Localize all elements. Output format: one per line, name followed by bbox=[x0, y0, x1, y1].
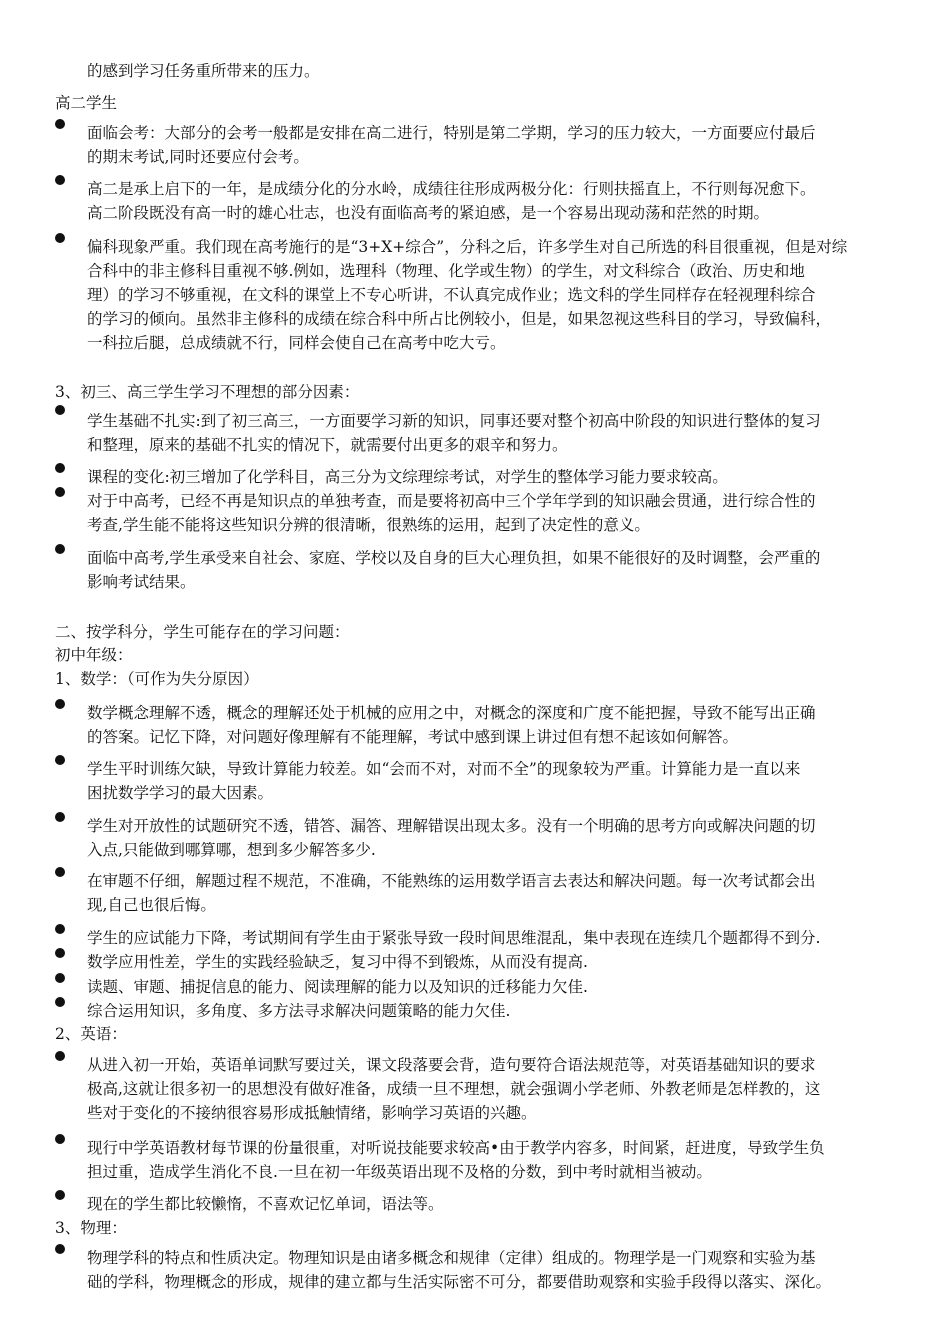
bullet-icon bbox=[55, 699, 65, 709]
english-heading: 2、英语： bbox=[55, 1025, 127, 1043]
grade2-item-3-line-3: 理）的学习不够重视，在文科的课堂上不专心听讲，不认真完成作业；选文科的学生同样存在轻视理科综合 bbox=[87, 286, 816, 304]
section3-heading: 3、初三、高三学生学习不理想的部分因素： bbox=[55, 383, 360, 401]
continuation-text: 的感到学习任务重所带来的压力。 bbox=[87, 62, 320, 80]
grade2-item-2-line-1: 高二是承上启下的一年，是成绩分化的分水岭，成绩往往形成两极分化：行则扶摇直上，不行则每况愈下。 bbox=[87, 180, 816, 198]
section3-item-3-line-2: 考查,学生能不能将这些知识分辨的很清晰，很熟练的运用，起到了决定性的意义。 bbox=[87, 516, 650, 534]
math-item-6-line-1: 数学应用性差，学生的实践经验缺乏，复习中得不到锻炼，从而没有提高. bbox=[87, 953, 588, 971]
bullet-icon bbox=[55, 175, 65, 185]
math-item-2-line-1: 学生平时训练欠缺，导致计算能力较差。如“会而不对，对而不全”的现象较为严重。计算能力是一直以来 bbox=[87, 760, 801, 778]
math-item-1-line-1: 数学概念理解不透，概念的理解还处于机械的应用之中，对概念的深度和广度不能把握，导致不能写出正确 bbox=[87, 704, 816, 722]
grade2-heading: 高二学生 bbox=[55, 94, 118, 112]
bullet-icon bbox=[55, 973, 65, 983]
bullet-icon bbox=[55, 755, 65, 765]
bullet-icon bbox=[55, 463, 65, 473]
english-item-3-line-1: 现在的学生都比较懒惰，不喜欢记忆单词，语法等。 bbox=[87, 1195, 444, 1213]
bullet-icon bbox=[55, 487, 65, 497]
bullet-icon bbox=[55, 1134, 65, 1144]
physics-item-1-line-2: 础的学科，物理概念的形成，规律的建立都与生活实际密不可分，都要借助观察和实验手段得以落实、深化。 bbox=[87, 1273, 832, 1291]
math-item-3-line-1: 学生对开放性的试题研究不透，错答、漏答、理解错误出现太多。没有一个明确的思考方向或解决问题的切 bbox=[87, 817, 816, 835]
section3-item-1-line-1: 学生基础不扎实:到了初三高三，一方面要学习新的知识，同事还要对整个初高中阶段的知识进行整体的复习 bbox=[87, 412, 821, 430]
grade2-item-3-line-1: 偏科现象严重。我们现在高考施行的是“3+X+综合”，分科之后，许多学生对自己所选的科目很重视，但是对综 bbox=[87, 238, 848, 256]
english-item-2-line-1: 现行中学英语教材每节课的份量很重，对听说技能要求较高•由于教学内容多，时间紧，赶进度，导致学生负 bbox=[87, 1139, 825, 1157]
bullet-icon bbox=[55, 405, 65, 415]
bullet-icon bbox=[55, 924, 65, 934]
bullet-icon bbox=[55, 544, 65, 554]
english-item-1-line-2: 极高,这就让很多初一的思想没有做好准备，成绩一旦不理想，就会强调小学老师、外教老师是怎样教的，这 bbox=[87, 1080, 821, 1098]
math-item-5-line-1: 学生的应试能力下降，考试期间有学生由于紧张导致一段时间思维混乱，集中表现在连续几个题都得不到分. bbox=[87, 929, 821, 947]
grade2-item-1-line-2: 的期末考试,同时还要应付会考。 bbox=[87, 148, 309, 166]
section3-item-1-line-2: 和整理，原来的基础不扎实的情况下，就需要付出更多的艰辛和努力。 bbox=[87, 436, 568, 454]
physics-item-1-line-1: 物理学科的特点和性质决定。物理知识是由诸多概念和规律（定律）组成的。物理学是一门观察和实验为基 bbox=[87, 1249, 816, 1267]
math-item-7-line-1: 读题、审题、捕捉信息的能力、阅读理解的能力以及知识的迁移能力欠佳. bbox=[87, 978, 588, 996]
section3-item-2-line-1: 课程的变化:初三增加了化学科目，高三分为文综理综考试，对学生的整体学习能力要求较高。 bbox=[87, 468, 728, 486]
english-item-1-line-1: 从进入初一开始，英语单词默写要过关，课文段落要会背，造句要符合语法规范等，对英语基础知识的要求 bbox=[87, 1056, 816, 1074]
bullet-icon bbox=[55, 1190, 65, 1200]
grade2-item-3-line-4: 的学习的倾向。虽然非主修科的成绩在综合科中所占比例较小，但是，如果忽视这些科目的学习，导致偏科， bbox=[87, 310, 832, 328]
bullet-icon bbox=[55, 119, 65, 129]
math-item-8-line-1: 综合运用知识，多角度、多方法寻求解决问题策略的能力欠佳. bbox=[87, 1002, 511, 1020]
section3-item-4-line-2: 影响考试结果。 bbox=[87, 573, 196, 591]
part2-subheading: 初中年级： bbox=[55, 646, 133, 664]
part2-heading: 二、按学科分，学生可能存在的学习问题： bbox=[55, 623, 350, 641]
bullet-icon bbox=[55, 812, 65, 822]
grade2-item-1-line-1: 面临会考：大部分的会考一般都是安排在高二进行，特别是第二学期，学习的压力较大，一方面要应付最后 bbox=[87, 124, 816, 142]
math-item-4-line-2: 现,自己也很后悔。 bbox=[87, 896, 216, 914]
section3-item-3-line-1: 对于中高考，已经不再是知识点的单独考查，而是要将初高中三个学年学到的知识融会贯通，进行综合性的 bbox=[87, 492, 816, 510]
grade2-item-3-line-2: 合科中的非主修科目重视不够.例如，选理科（物理、化学或生物）的学生，对文科综合（政治、历史和地 bbox=[87, 262, 805, 280]
physics-heading: 3、物理： bbox=[55, 1219, 127, 1237]
grade2-item-3-line-5: 一科拉后腿，总成绩就不行，同样会使自己在高考中吃大亏。 bbox=[87, 334, 506, 352]
math-item-2-line-2: 困扰数学学习的最大因素。 bbox=[87, 784, 274, 802]
english-item-1-line-3: 些对于变化的不接纳很容易形成抵触情绪，影响学习英语的兴趣。 bbox=[87, 1104, 537, 1122]
bullet-icon bbox=[55, 1244, 65, 1254]
bullet-icon bbox=[55, 867, 65, 877]
bullet-icon bbox=[55, 233, 65, 243]
section3-item-4-line-1: 面临中高考,学生承受来自社会、家庭、学校以及自身的巨大心理负担，如果不能很好的及时调整，会严重的 bbox=[87, 549, 821, 567]
english-item-2-line-2: 担过重，造成学生消化不良.一旦在初一年级英语出现不及格的分数，到中考时就相当被动。 bbox=[87, 1163, 712, 1181]
bullet-icon bbox=[55, 948, 65, 958]
math-item-3-line-2: 入点,只能做到哪算哪，想到多少解答多少. bbox=[87, 841, 376, 859]
bullet-icon bbox=[55, 997, 65, 1007]
bullet-icon bbox=[55, 1051, 65, 1061]
math-heading: 1、数学：（可作为失分原因） bbox=[55, 670, 259, 688]
math-item-1-line-2: 的答案。记忆下降，对问题好像理解有不能理解，考试中感到课上讲过但有想不起该如何解答。 bbox=[87, 728, 739, 746]
grade2-item-2-line-2: 高二阶段既没有高一时的雄心壮志，也没有面临高考的紧迫感，是一个容易出现动荡和茫然的时期。 bbox=[87, 204, 770, 222]
math-item-4-line-1: 在审题不仔细，解题过程不规范，不准确，不能熟练的运用数学语言去表达和解决问题。每一次考试都会出 bbox=[87, 872, 816, 890]
